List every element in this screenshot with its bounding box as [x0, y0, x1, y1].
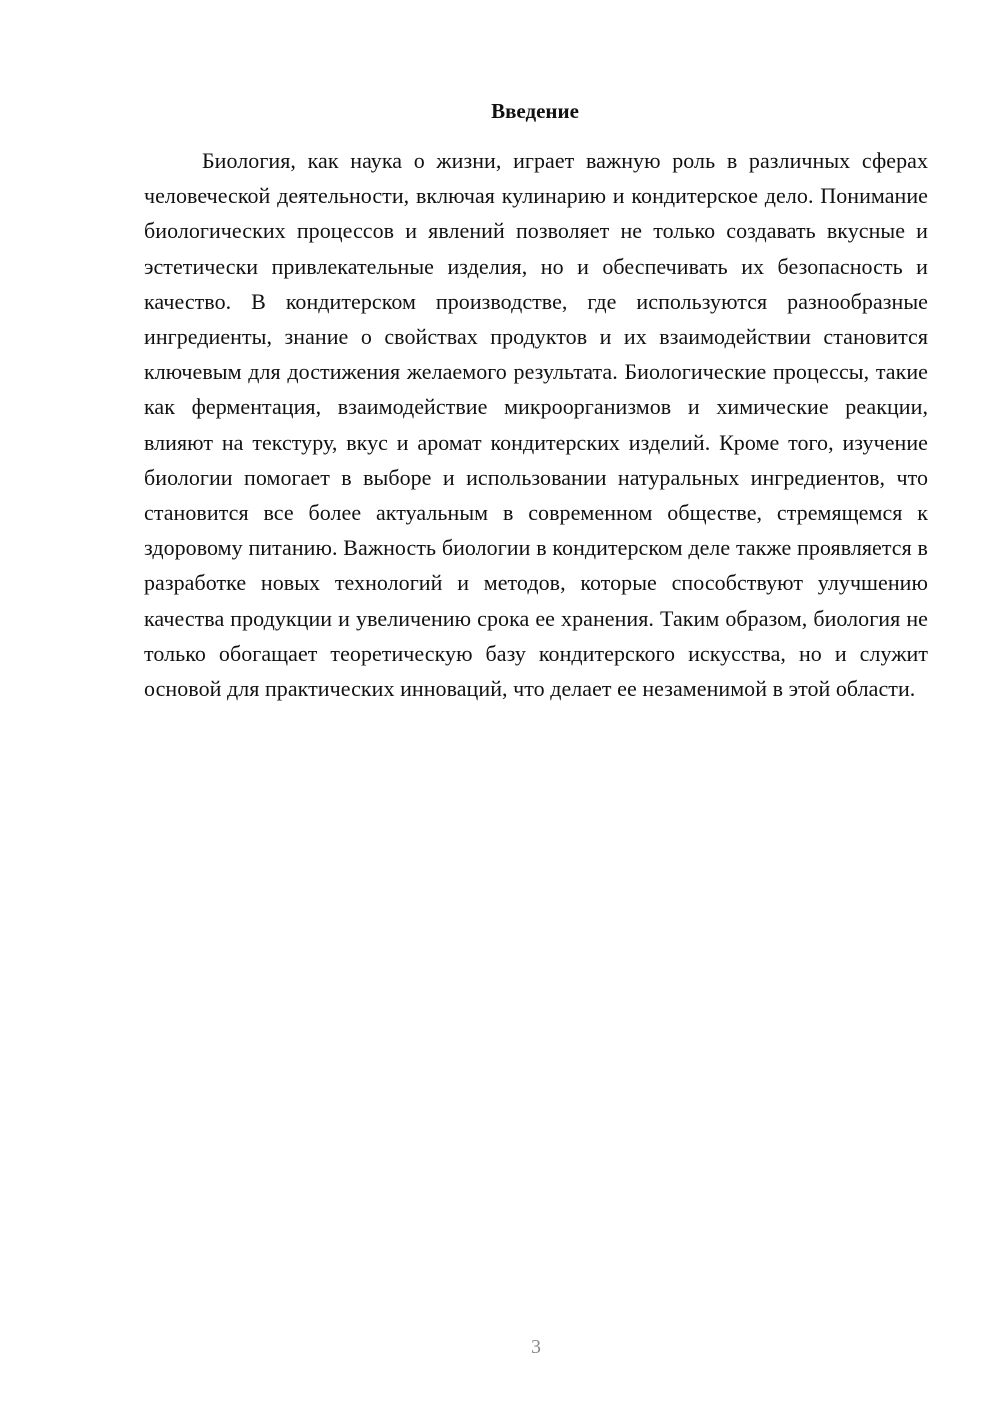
body-paragraph: Биология, как наука о жизни, играет важную роль в различных сферах человеческой деятельности, включая кулинарию и кондитерское дело. Понимание биологических процессов и явлений позволяет не только создавать вкусные и эстетически привлекательные изделия, но и обеспечивать их безопасность и качество. В кондитерском производстве, где используются разнообразные ингредиенты, знание о свойствах продуктов и их взаимодействии становится ключевым для достижения желаемого результата. Биологические процессы, такие как ферментация, взаимодействие микроорганизмов и химические реакции, влияют на текстуру, вкус и аромат кондитерских изделий. Кроме того, изучение биологии помогает в выборе и использовании натуральных ингредиентов, что становится все более актуальным в современном обществе, стремящемся к здоровому питанию. Важность биологии в кондитерском деле также проявляется в разработке новых технологий и методов, которые способствуют улучшению качества продукции и увеличению срока ее хранения. Таким образом, биология не только обогащает теоретическую базу кондитерского искусства, но и служит основой для практических инноваций, что делает ее незаменимой в этой области. — [144, 148, 928, 702]
section-title: Введение — [491, 99, 579, 123]
page-number: 3 — [531, 1336, 541, 1358]
